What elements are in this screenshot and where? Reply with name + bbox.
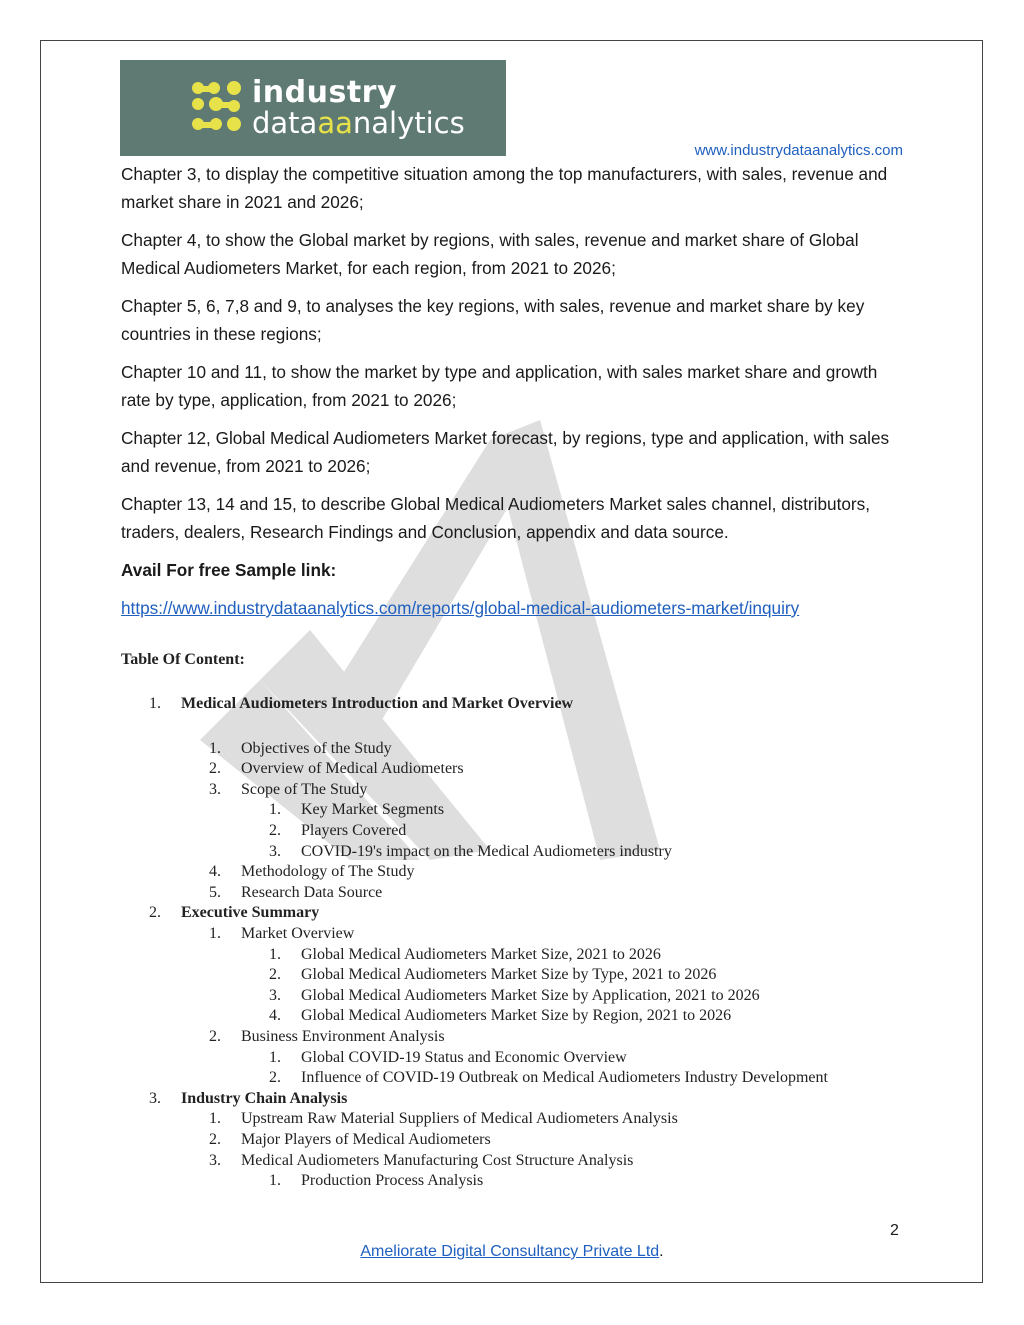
paragraph-chapter-10-11: Chapter 10 and 11, to show the market by type and application, with sales market share and growth rate by type, application, from 2021 to 2026;: [121, 362, 878, 410]
toc-item-number: 1.: [269, 1048, 281, 1066]
toc-item-label: Global Medical Audiometers Market Size, 2021 to 2026: [301, 945, 661, 963]
paragraph-chapter-3: Chapter 3, to display the competitive situation among the top manufacturers, with sales, revenue and market share in 2021 and 2026;: [121, 164, 888, 212]
toc-item-label: Upstream Raw Material Suppliers of Medical Audiometers Analysis: [241, 1110, 678, 1128]
toc-item-label: Industry Chain Analysis: [181, 1089, 348, 1107]
toc-item-label: Global Medical Audiometers Market Size by Application, 2021 to 2026: [301, 986, 760, 1004]
toc-item-label: Production Process Analysis: [301, 1172, 484, 1190]
toc-item-number: 3.: [149, 1089, 161, 1107]
toc-item-number: 3.: [269, 986, 281, 1004]
paragraph-chapter-4: Chapter 4, to show the Global market by regions, with sales, revenue and market share of Global Medical Audiometers Market, for each region, from 2021 to 2026;: [121, 230, 859, 278]
toc-item-number: 1.: [269, 801, 281, 819]
toc-item-number: 4.: [209, 863, 221, 881]
toc-item-number: 2.: [269, 966, 281, 984]
logo-dots-icon: [190, 80, 244, 136]
toc-item-number: 2.: [269, 1069, 281, 1087]
toc-item-label: Methodology of The Study: [241, 863, 415, 881]
toc-item-label: Global COVID-19 Status and Economic Overview: [301, 1048, 627, 1066]
paragraph-chapter-13-15: Chapter 13, 14 and 15, to describe Global Medical Audiometers Market sales channel, distributors, traders, dealers, Research Findings and Conclusion, appendix and data source.: [121, 494, 871, 542]
toc-item-label: Global Medical Audiometers Market Size by Region, 2021 to 2026: [301, 1007, 732, 1025]
toc-item-label: Business Environment Analysis: [241, 1028, 445, 1045]
sample-inquiry-link[interactable]: https://www.industrydataanalytics.com/reports/global-medical-audiometers-market/inquiry: [121, 598, 800, 618]
toc-item-number: 3.: [269, 842, 281, 860]
table-of-content: [121, 648, 921, 1190]
toc-item-number: 5.: [209, 883, 221, 901]
website-link[interactable]: www.industrydataanalytics.com: [694, 142, 903, 159]
logo-line2: dataaanalytics: [252, 106, 465, 140]
body-content: [121, 160, 911, 622]
toc-item-number: 4.: [269, 1007, 281, 1025]
toc-item-label: Research Data Source: [241, 883, 383, 901]
footer: [0, 1243, 1024, 1261]
toc-item-label: Key Market Segments: [301, 801, 445, 819]
toc-item-label: Objectives of the Study: [241, 739, 392, 757]
page-number: 2: [890, 1222, 899, 1239]
toc-item-number: 1.: [269, 1172, 281, 1190]
toc-item-label: Scope of The Study: [241, 780, 368, 798]
footer-trailing: .: [659, 1243, 664, 1260]
logo-line1: industry: [252, 75, 398, 110]
toc-item-number: 1.: [209, 1110, 221, 1128]
toc-item-label: Medical Audiometers Introduction and Market Overview: [181, 695, 574, 712]
toc-item-label: Executive Summary: [181, 904, 320, 922]
toc-item-number: 2.: [209, 1028, 221, 1045]
toc-item-number: 1.: [209, 925, 221, 942]
toc-item-label: Players Covered: [301, 822, 407, 839]
toc-item-label: Market Overview: [241, 925, 355, 942]
logo-wordmark: [252, 75, 465, 140]
toc-item-number: 2.: [209, 760, 221, 778]
toc-item-label: Overview of Medical Audiometers: [241, 760, 464, 778]
toc-item-number: 1.: [149, 695, 161, 712]
paragraph-chapter-5-9: Chapter 5, 6, 7,8 and 9, to analyses the key regions, with sales, revenue and market share by key countries in these regions;: [121, 296, 865, 344]
toc-item-label: Influence of COVID-19 Outbreak on Medical Audiometers Industry Development: [301, 1069, 828, 1087]
toc-item-label: COVID-19's impact on the Medical Audiometers industry: [301, 842, 672, 860]
toc-item-number: 1.: [209, 739, 221, 757]
toc-item-number: 3.: [209, 780, 221, 798]
sample-link-title: Avail For free Sample link:: [121, 560, 337, 580]
toc-item-number: 2.: [209, 1131, 221, 1148]
toc-item-number: 1.: [269, 945, 281, 963]
company-footer-link[interactable]: Ameliorate Digital Consultancy Private Ltd: [360, 1243, 660, 1260]
toc-title: Table Of Content:: [121, 651, 245, 668]
toc-item-label: Global Medical Audiometers Market Size by Type, 2021 to 2026: [301, 966, 717, 984]
toc-item-number: 3.: [209, 1151, 221, 1169]
company-logo: [120, 60, 506, 156]
toc-item-number: 2.: [269, 822, 281, 839]
paragraph-chapter-12: Chapter 12, Global Medical Audiometers Market forecast, by regions, type and application, with sales and revenue, from 2021 to 2026;: [121, 428, 890, 476]
toc-item-number: 2.: [149, 904, 161, 922]
toc-item-label: Medical Audiometers Manufacturing Cost Structure Analysis: [241, 1151, 634, 1169]
toc-item-label: Major Players of Medical Audiometers: [241, 1131, 491, 1148]
